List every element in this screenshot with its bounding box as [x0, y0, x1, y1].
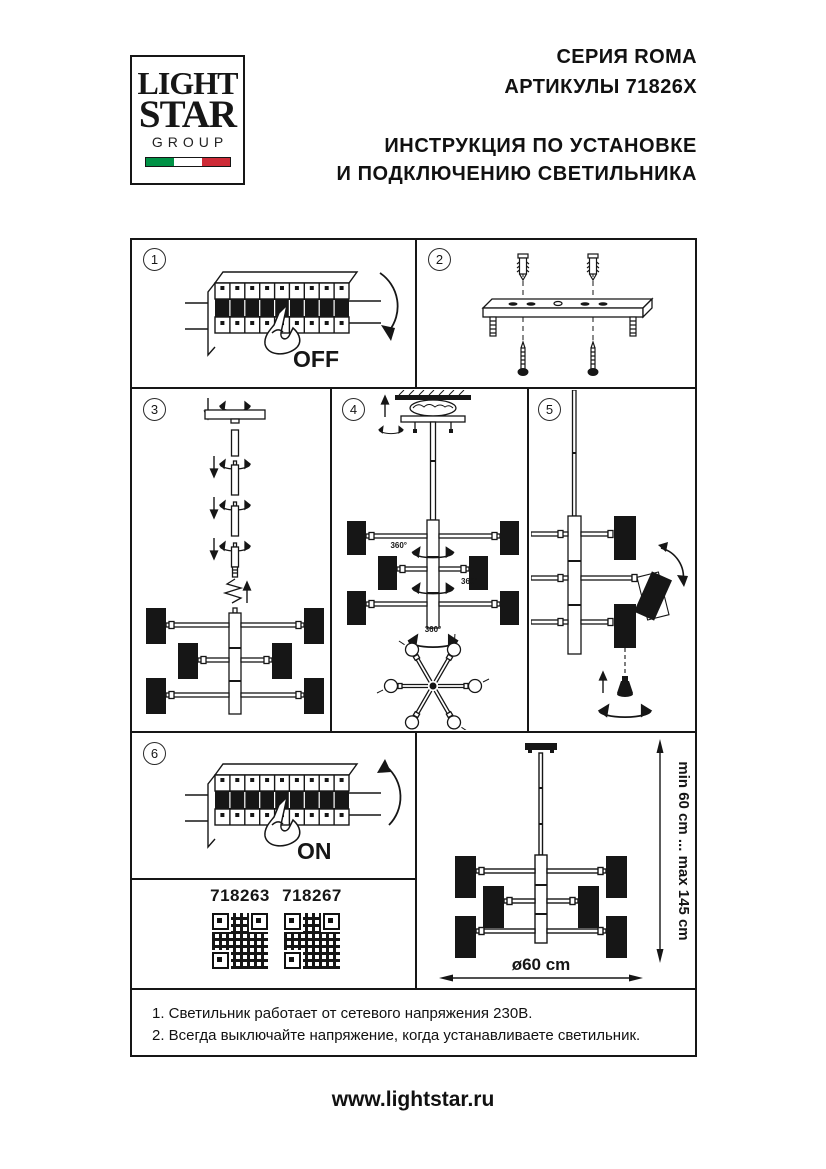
- grid-divider: [132, 878, 417, 880]
- step1-number: 1: [143, 248, 166, 271]
- rotation-360-label: 360°: [424, 625, 442, 634]
- italian-flag-stripe: [145, 157, 231, 167]
- grid-divider: [527, 387, 529, 731]
- qr-finder-icon: [284, 913, 301, 930]
- note-line-1: 1. Светильник работает от сетевого напряжения 230В.: [152, 1005, 533, 1022]
- qr-finder-icon: [212, 952, 229, 969]
- rod-assembly-illustration: [142, 398, 332, 728]
- qr-finder-icon: [251, 913, 268, 930]
- qr-article-number-right: 718267: [282, 886, 342, 905]
- instruction-title-line1: ИНСТРУКЦИЯ ПО УСТАНОВКЕ: [384, 135, 697, 157]
- qr-article-number-left: 718263: [210, 886, 270, 905]
- flag-green: [146, 158, 174, 166]
- qr-finder-icon: [284, 952, 301, 969]
- rotation-360-label: 360°: [390, 541, 407, 550]
- step6-number: 6: [143, 742, 166, 765]
- instruction-title: [336, 132, 697, 188]
- qr-finder-icon: [212, 913, 229, 930]
- qr-code-left: [212, 913, 268, 969]
- flag-white: [174, 158, 202, 166]
- diameter-label: ø60 cm: [511, 955, 571, 974]
- qr-block-right: [271, 886, 353, 969]
- step3-number: 3: [143, 398, 166, 421]
- instruction-title-line2: И ПОДКЛЮЧЕНИЮ СВЕТИЛЬНИКА: [336, 163, 697, 185]
- on-label: ON: [297, 838, 332, 864]
- logo-text-star: STAR: [138, 93, 237, 136]
- off-label: OFF: [293, 346, 339, 372]
- qr-block-left: [199, 886, 281, 969]
- series-title: СЕРИЯ ROMA: [556, 46, 697, 68]
- dimensions-illustration: [417, 735, 695, 987]
- note-line-2: 2. Всегда выключайте напряжение, когда устанавливаете светильник.: [152, 1027, 641, 1044]
- breaker-off-illustration: [177, 253, 427, 381]
- breaker-on-illustration: [177, 745, 427, 873]
- logo-text-light: LIGHT: [137, 65, 238, 101]
- qr-code-right: [284, 913, 340, 969]
- height-range-label: min 60 cm ... max 145 cm: [675, 761, 692, 941]
- shade-adjustment-illustration: [531, 390, 699, 730]
- flag-red: [202, 158, 230, 166]
- rotation-360-label: 360°: [461, 577, 478, 586]
- logo-text-group: GROUP: [151, 134, 229, 150]
- notes-section: [132, 988, 695, 1055]
- steps-grid: [130, 238, 697, 1057]
- grid-divider: [132, 731, 695, 733]
- mounting-plate-illustration: [431, 250, 681, 382]
- website-url: www.lightstar.ru: [331, 1088, 495, 1111]
- grid-divider: [132, 387, 695, 389]
- articles-title: АРТИКУЛЫ 71826X: [504, 76, 697, 98]
- chandelier-assembly-illustration: [337, 390, 527, 730]
- qr-finder-icon: [323, 913, 340, 930]
- lightstar-logo: [130, 55, 245, 185]
- step5-number: 5: [538, 398, 561, 421]
- step4-number: 4: [342, 398, 365, 421]
- step2-number: 2: [428, 248, 451, 271]
